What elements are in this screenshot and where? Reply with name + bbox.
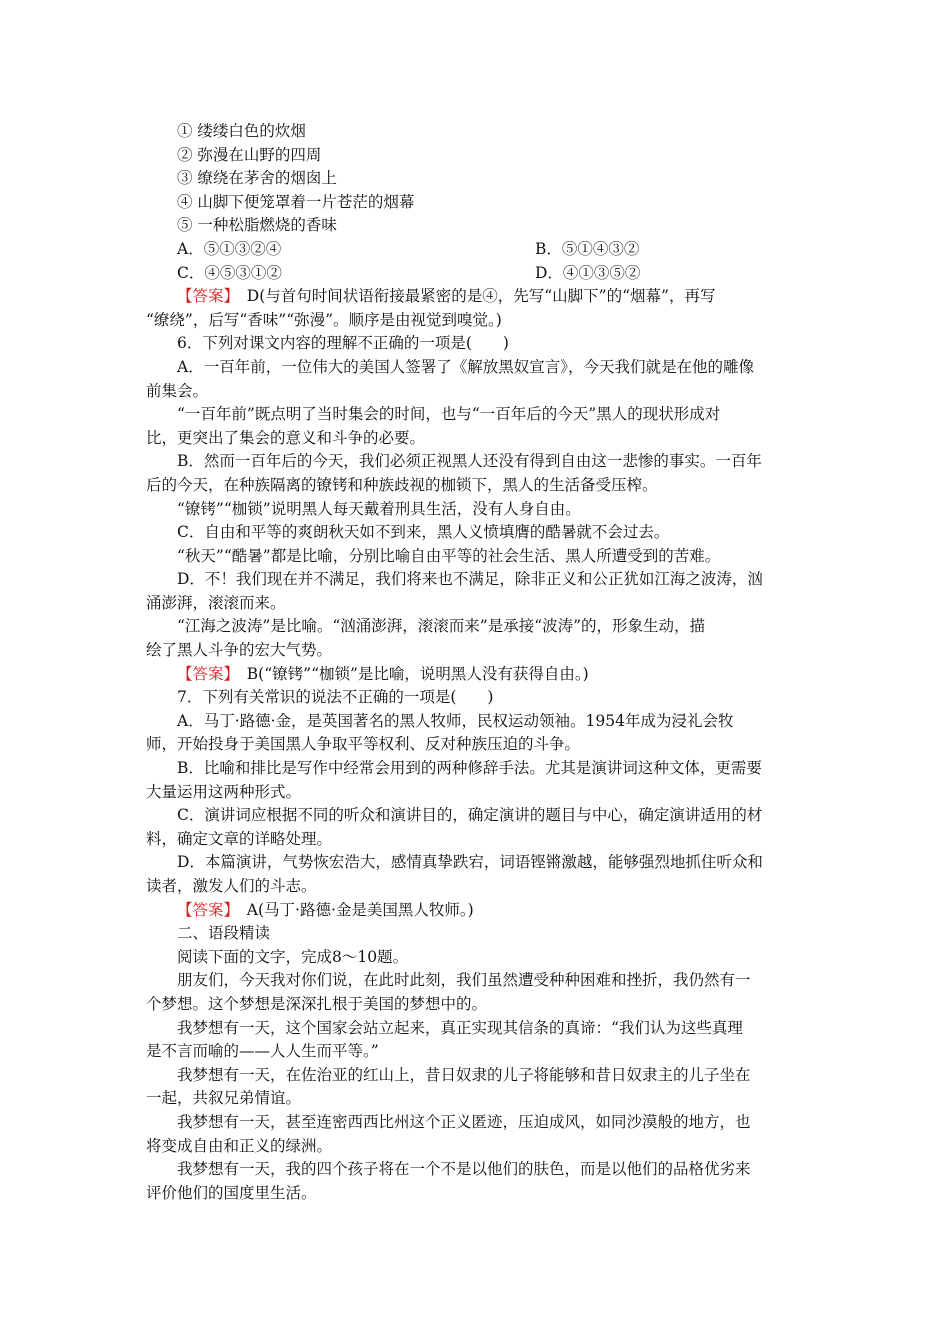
- q5-answer-cont: “缭绕”，后写“香味”“弥漫”。顺序是由视觉到嗅觉。): [146, 310, 502, 329]
- q5-option-d: D．④①③⑤②: [535, 263, 641, 282]
- passage-paragraph-3: 我梦想有一天，在佐治亚的红山上，昔日奴隶的儿子将能够和昔日奴隶主的儿子坐在: [177, 1065, 751, 1084]
- list-item-1: ① 缕缕白色的炊烟: [177, 122, 306, 140]
- list-item-5: ⑤ 一种松脂燃烧的香味: [177, 216, 337, 235]
- passage-paragraph-3-cont: 一起，共叙兄弟情谊。: [146, 1089, 302, 1108]
- q6-option-b: B．然而一百年后的今天，我们必须正视黑人还没有得到自由这一悲惨的事实。一百年: [177, 452, 762, 471]
- q7-option-a: A．马丁·路德·金，是英国著名的黑人牧师，民权运动领袖。1954年成为浸礼会牧: [177, 711, 734, 730]
- passage-paragraph-5-cont: 评价他们的国度里生活。: [146, 1183, 317, 1202]
- section-heading: 二、语段精读: [177, 924, 271, 943]
- passage-paragraph-2-cont: 是不言而喻的——人人生而平等。”: [146, 1042, 379, 1061]
- section-instruction: 阅读下面的文字，完成8～10题。: [177, 947, 409, 966]
- list-item-4: ④ 山脚下便笼罩着一片苍茫的烟幕: [177, 192, 415, 211]
- passage-paragraph-4-cont: 将变成自由和正义的绿洲。: [146, 1136, 333, 1155]
- answer-tag: 【答案】: [177, 287, 232, 306]
- q7-option-b: B．比喻和排比是写作中经常会用到的两种修辞手法。尤其是演讲词这种文体，更需要: [177, 759, 762, 778]
- q6-option-d-note-cont: 绘了黑人斗争的宏大气势。: [146, 641, 333, 660]
- passage-paragraph-4: 我梦想有一天，甚至连密西西比州这个正义匿迹，压迫成风，如同沙漠般的地方，也: [177, 1112, 751, 1131]
- passage-paragraph-5: 我梦想有一天，我的四个孩子将在一个不是以他们的肤色，而是以他们的品格优劣来: [177, 1160, 751, 1179]
- q5-options-row-1: [146, 238, 810, 262]
- q6-answer-text: B(“镣铐”“枷锁”是比喻，说明黑人没有获得自由。): [246, 664, 589, 683]
- q6-option-d-note: “江海之波涛”是比喻。“汹涌澎湃，滚滚而来”是承接“波涛”的，形象生动，描: [177, 617, 706, 636]
- passage-paragraph-1: 朋友们，今天我对你们说，在此时此刻，我们虽然遭受种种困难和挫折，我仍然有一: [177, 971, 751, 990]
- q6-option-b-note: “镣铐”“枷锁”说明黑人每天戴着刑具生活，没有人身自由。: [177, 499, 581, 518]
- q7-stem: 7．下列有关常识的说法不正确的一项是( ): [177, 688, 494, 707]
- q6-option-b-cont: 后的今天，在种族隔离的镣铐和种族歧视的枷锁下，黑人的生活备受压榨。: [146, 475, 658, 494]
- q7-option-c-cont: 料，确定文章的详略处理。: [146, 829, 333, 848]
- answer-tag: 【答案】: [177, 900, 232, 919]
- q7-option-b-cont: 大量运用这两种形式。: [146, 782, 302, 801]
- q6-option-c-note: “秋天”“酷暑”都是比喻，分别比喻自由平等的社会生活、黑人所遭受到的苦难。: [177, 546, 721, 565]
- q5-option-b: B．⑤①④③②: [535, 239, 640, 258]
- passage-paragraph-1-cont: 个梦想。这个梦想是深深扎根于美国的梦想中的。: [146, 994, 488, 1013]
- q5-options-row-2: [146, 262, 810, 286]
- q6-option-a-note: “一百年前”既点明了当时集会的时间，也与“一百年后的今天”黑人的现状形成对: [177, 405, 721, 424]
- q6-option-c: C．自由和平等的爽朗秋天如不到来，黑人义愤填膺的酷暑就不会过去。: [177, 523, 670, 542]
- q5-answer: [146, 285, 810, 309]
- q7-option-d-cont: 读者，激发人们的斗志。: [146, 877, 317, 895]
- q6-answer: [146, 663, 810, 687]
- answer-tag: 【答案】: [177, 664, 232, 683]
- q6-option-d-cont: 涌澎湃，滚滚而来。: [146, 593, 286, 612]
- list-item-3: ③ 缭绕在茅舍的烟囱上: [177, 169, 337, 188]
- q6-option-a-cont: 前集会。: [146, 381, 209, 400]
- q6-option-a: A．一百年前，一位伟大的美国人签署了《解放黑奴宣言》，今天我们就是在他的雕像: [177, 357, 754, 376]
- q6-stem: 6．下列对课文内容的理解不正确的一项是( ): [177, 334, 509, 353]
- q5-answer-text: D(与首句时间状语衔接最紧密的是④，先写“山脚下”的“烟幕”，再写: [246, 287, 716, 306]
- list-item-2: ② 弥漫在山野的四周: [177, 145, 322, 164]
- passage-paragraph-2: 我梦想有一天，这个国家会站立起来，真正实现其信条的真谛：“我们认为这些真理: [177, 1018, 743, 1037]
- q7-answer: [146, 899, 810, 923]
- q7-option-c: C．演讲词应根据不同的听众和演讲目的，确定演讲的题目与中心，确定演讲适用的材: [177, 806, 763, 825]
- q7-option-a-cont: 师，开始投身于美国黑人争取平等权利、反对种族压迫的斗争。: [146, 735, 581, 754]
- q7-option-d: D．本篇演讲，气势恢宏浩大，感情真挚跌宕，词语铿锵激越，能够强烈地抓住听众和: [177, 853, 763, 872]
- q5-option-a: A．⑤①③②④: [177, 239, 282, 258]
- q5-option-c: C．④⑤③①②: [177, 263, 282, 282]
- q6-option-a-note-cont: 比，更突出了集会的意义和斗争的必要。: [146, 428, 426, 447]
- document-page: [146, 120, 810, 1205]
- q7-answer-text: A(马丁·路德·金是美国黑人牧师。): [246, 900, 474, 919]
- q6-option-d: D．不！我们现在并不满足，我们将来也不满足，除非正义和公正犹如江海之波涛，汹: [177, 570, 763, 589]
